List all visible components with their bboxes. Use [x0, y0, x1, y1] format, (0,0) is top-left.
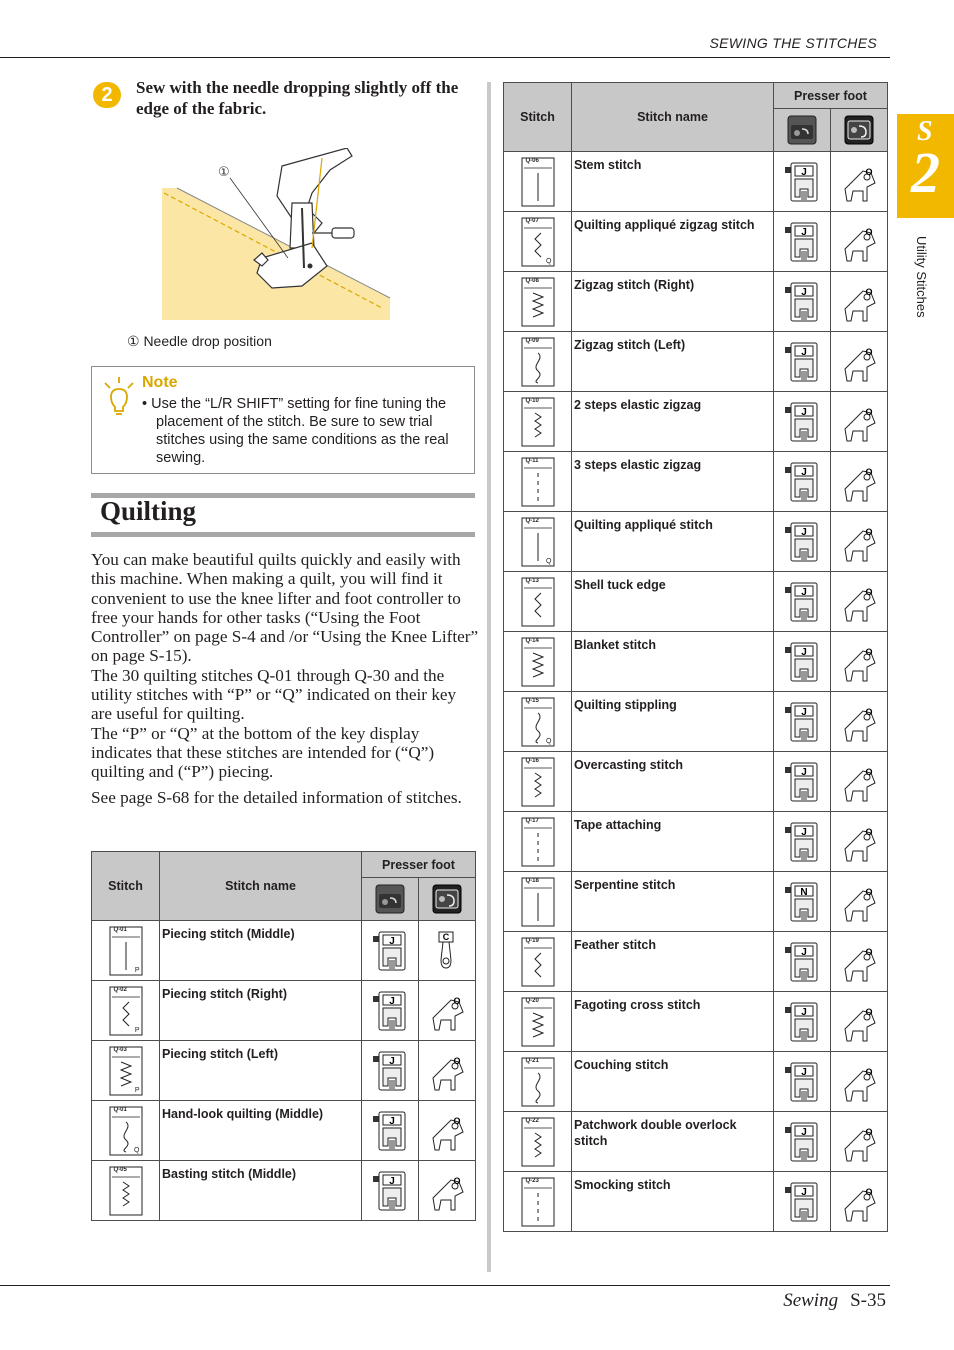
presser-foot-2-cell [419, 921, 476, 981]
foot-icon-header-2 [831, 109, 888, 152]
table-row [504, 932, 888, 992]
foot-letter: O [865, 286, 873, 297]
foot-letter: J [801, 526, 807, 538]
stitch-key-cell [504, 272, 572, 332]
stitch-key-icon [521, 997, 555, 1047]
foot-letter: O [865, 886, 873, 897]
stitch-key-icon [521, 337, 555, 387]
stitch-mark: P [134, 1026, 140, 1034]
table-row [504, 512, 888, 572]
stitch-key-cell [504, 1112, 572, 1172]
stitch-key-cell [504, 512, 572, 572]
presser-foot-o-icon [841, 461, 877, 503]
presser-foot-j-icon [784, 161, 820, 203]
stitch-mark: P [134, 966, 140, 974]
paragraph-2: The 30 quilting stitches Q-01 through Q-30 and the utility stitches with “P” or “Q” indicated on their key are useful for quilting. [91, 665, 457, 724]
stitch-code: Q-13 [525, 577, 539, 584]
table-row [504, 812, 888, 872]
presser-foot-o-icon [841, 881, 877, 923]
presser-foot-o-icon [841, 341, 877, 383]
stitch-code: Q-08 [525, 277, 539, 284]
presser-foot-1-cell [362, 1101, 419, 1161]
presser-foot-j-icon [784, 1001, 820, 1043]
note-bullet: • [142, 396, 148, 412]
foot-letter: O [865, 1006, 873, 1017]
presser-foot-1-cell [774, 992, 831, 1052]
foot-letter: O [865, 646, 873, 657]
presser-foot-o-icon [841, 161, 877, 203]
foot-letter: O [865, 706, 873, 717]
needle-drop-illustration [162, 148, 390, 320]
footer-rule [0, 1285, 890, 1286]
presser-foot-o-icon [841, 1061, 877, 1103]
foot-letter: O [865, 346, 873, 357]
foot-letter: J [801, 706, 807, 718]
stitch-mark: P [134, 1086, 140, 1094]
presser-foot-j-icon [784, 941, 820, 983]
stitch-code: Q-18 [525, 877, 539, 884]
note-bullet-text: Use the “L/R SHIFT” setting for fine tuning the placement of the stitch. Be sure to sew trial stitches using the same conditions as the real sewing. [151, 396, 449, 466]
foot-letter: N [800, 886, 808, 898]
stitch-name: Quilting stippling [572, 692, 774, 752]
stitch-name: Serpentine stitch [572, 872, 774, 932]
table-row [504, 692, 888, 752]
foot-letter: O [865, 226, 873, 237]
presser-foot-j-icon [372, 1170, 408, 1212]
section-title: Quilting [100, 496, 197, 526]
stitch-code: Q-09 [525, 337, 539, 344]
step-instruction: Sew with the needle dropping slightly off the edge of the fabric. [136, 78, 459, 118]
stitch-code: Q-22 [525, 1117, 539, 1124]
stitch-name: 2 steps elastic zigzag [572, 392, 774, 452]
table-row [92, 1101, 476, 1161]
foot-letter: O [453, 1055, 461, 1066]
table-row [504, 752, 888, 812]
foot-icon-header-1 [362, 878, 419, 921]
presser-foot-1-cell [362, 1161, 419, 1221]
stitch-name: Tape attaching [572, 812, 774, 872]
header-presser-foot: Presser foot [774, 83, 888, 109]
foot-letter: O [865, 1066, 873, 1077]
presser-foot-j-icon [784, 1121, 820, 1163]
foot-letter: J [801, 406, 807, 418]
table-row [92, 921, 476, 981]
note-box [91, 366, 475, 474]
stitch-key-cell [504, 572, 572, 632]
foot-icon-header-2 [419, 878, 476, 921]
stitch-code: Q-05 [113, 1166, 127, 1173]
presser-foot-1-cell [774, 272, 831, 332]
stitch-name: Overcasting stitch [572, 752, 774, 812]
foot-letter: J [389, 1115, 395, 1127]
stitch-key-icon [521, 157, 555, 207]
presser-foot-1-cell [774, 452, 831, 512]
stitch-code: Q-02 [113, 986, 127, 993]
presser-foot-2-cell [419, 1041, 476, 1101]
presser-foot-o-icon [841, 521, 877, 563]
presser-foot-o-icon [841, 821, 877, 863]
presser-foot-o-icon [429, 990, 465, 1032]
foot-letter: O [453, 995, 461, 1006]
stitch-key-icon [521, 817, 555, 867]
stitch-key-cell [504, 452, 572, 512]
presser-foot-2-cell [831, 932, 888, 992]
stitch-key-icon [521, 637, 555, 687]
foot-letter: O [865, 1126, 873, 1137]
stitch-table-right [503, 82, 888, 1232]
presser-foot-o-icon [841, 581, 877, 623]
stitch-key-icon [521, 277, 555, 327]
paragraph-4: See page S-68 for the detailed information of stitches. [91, 787, 462, 807]
table-row [504, 152, 888, 212]
table-row [504, 212, 888, 272]
stitch-key-cell [504, 812, 572, 872]
presser-foot-j-icon [372, 1050, 408, 1092]
foot-letter: J [389, 935, 395, 947]
table-row [92, 1161, 476, 1221]
presser-foot-2-cell [831, 752, 888, 812]
stitch-code: Q-01 [113, 1106, 127, 1113]
foot-letter: J [801, 1066, 807, 1078]
foot-letter: J [801, 1126, 807, 1138]
table-row [504, 992, 888, 1052]
presser-foot-o-icon [841, 1121, 877, 1163]
presser-foot-2-cell [831, 872, 888, 932]
stitch-code: Q-19 [525, 937, 539, 944]
presser-foot-o-icon [841, 1001, 877, 1043]
stitch-key-cell [504, 1052, 572, 1112]
stitch-name: Smocking stitch [572, 1172, 774, 1232]
foot-letter: J [389, 1175, 395, 1187]
stitch-key-cell [504, 932, 572, 992]
stitch-name: Shell tuck edge [572, 572, 774, 632]
presser-foot-1-cell [774, 872, 831, 932]
presser-foot-o-icon [429, 1050, 465, 1092]
stitch-key-icon [521, 937, 555, 987]
walking-foot-machine-icon [844, 115, 874, 145]
paragraph-3: The “P” or “Q” at the bottom of the key display indicates that these stitches are intended for (“Q”) quilting and (“P”) piecing. [91, 723, 435, 782]
stitch-key-cell [504, 212, 572, 272]
presser-foot-2-cell [831, 332, 888, 392]
foot-letter: J [801, 346, 807, 358]
presser-foot-1-cell [362, 1041, 419, 1101]
presser-foot-1-cell [774, 212, 831, 272]
foot-letter: O [865, 766, 873, 777]
chapter-number: 2 [911, 140, 940, 205]
callout-marker: ① [218, 165, 230, 180]
footer-section: Sewing [783, 1290, 839, 1311]
foot-letter: O [865, 466, 873, 477]
presser-foot-o-icon [429, 1110, 465, 1152]
presser-foot-o-icon [841, 641, 877, 683]
presser-foot-j-icon [784, 221, 820, 263]
stitch-key-icon [521, 397, 555, 447]
presser-foot-1-cell [774, 752, 831, 812]
presser-foot-o-icon [841, 221, 877, 263]
stitch-key-icon [109, 1166, 143, 1216]
header-rule [0, 57, 890, 58]
stitch-key-cell [92, 1041, 160, 1101]
stitch-key-cell [504, 152, 572, 212]
stitch-name: Patchwork double overlock stitch [572, 1112, 774, 1172]
foot-letter: O [453, 1115, 461, 1126]
stitch-key-icon [521, 1117, 555, 1167]
table-row [504, 452, 888, 512]
presser-foot-o-icon [841, 401, 877, 443]
stitch-key-cell [504, 332, 572, 392]
presser-foot-1-cell [362, 921, 419, 981]
stitch-code: Q-07 [525, 217, 539, 224]
presser-foot-j-icon [372, 930, 408, 972]
presser-foot-c-icon [429, 930, 465, 972]
stitch-name: Feather stitch [572, 932, 774, 992]
presser-foot-2-cell [831, 392, 888, 452]
header-presser-foot: Presser foot [362, 852, 476, 878]
foot-letter: J [801, 826, 807, 838]
stitch-code: Q-01 [113, 926, 127, 933]
stitch-name: Zigzag stitch (Left) [572, 332, 774, 392]
step-number-badge: 2 [93, 82, 121, 108]
presser-foot-1-cell [774, 392, 831, 452]
page-number: S-35 [850, 1290, 886, 1311]
presser-foot-1-cell [774, 1112, 831, 1172]
presser-foot-2-cell [831, 512, 888, 572]
stitch-name: Couching stitch [572, 1052, 774, 1112]
foot-letter: O [453, 1175, 461, 1186]
foot-letter: O [865, 1186, 873, 1197]
stitch-name: Hand-look quilting (Middle) [160, 1101, 362, 1161]
note-text [142, 395, 468, 467]
presser-foot-o-icon [841, 281, 877, 323]
presser-foot-2-cell [419, 1101, 476, 1161]
chapter-letter: S [917, 116, 933, 147]
stitch-mark: Q [546, 257, 552, 265]
foot-letter: O [865, 946, 873, 957]
header-stitch-name: Stitch name [160, 852, 362, 921]
table-row [504, 872, 888, 932]
presser-foot-o-icon [841, 701, 877, 743]
section-body [91, 550, 481, 807]
presser-foot-1-cell [774, 152, 831, 212]
header-stitch: Stitch [504, 83, 572, 152]
table-row [504, 1112, 888, 1172]
stitch-name: Piecing stitch (Right) [160, 981, 362, 1041]
stitch-name: Fagoting cross stitch [572, 992, 774, 1052]
foot-letter: C [442, 931, 450, 942]
stitch-key-cell [504, 392, 572, 452]
table-row [504, 332, 888, 392]
straight-foot-machine-icon [375, 884, 405, 914]
stitch-table-left [91, 851, 476, 1221]
presser-foot-2-cell [831, 212, 888, 272]
stitch-key-cell [504, 1172, 572, 1232]
stitch-name: Basting stitch (Middle) [160, 1161, 362, 1221]
presser-foot-j-icon [784, 401, 820, 443]
stitch-name: Piecing stitch (Left) [160, 1041, 362, 1101]
stitch-key-icon [521, 877, 555, 927]
stitch-code: Q-17 [525, 817, 539, 824]
presser-foot-n-icon [784, 881, 820, 923]
stitch-key-cell [504, 752, 572, 812]
presser-foot-j-icon [784, 341, 820, 383]
stitch-code: Q-20 [525, 997, 539, 1004]
foot-letter: J [801, 1186, 807, 1198]
presser-foot-2-cell [831, 152, 888, 212]
stitch-name: 3 steps elastic zigzag [572, 452, 774, 512]
table-row [92, 981, 476, 1041]
foot-letter: O [865, 826, 873, 837]
stitch-key-cell [504, 992, 572, 1052]
presser-foot-o-icon [841, 941, 877, 983]
stitch-key-cell [504, 632, 572, 692]
presser-foot-j-icon [784, 281, 820, 323]
presser-foot-1-cell [774, 632, 831, 692]
stitch-code: Q-11 [525, 457, 539, 464]
presser-foot-j-icon [784, 581, 820, 623]
header-stitch-name: Stitch name [572, 83, 774, 152]
stitch-key-cell [92, 1161, 160, 1221]
presser-foot-j-icon [784, 701, 820, 743]
presser-foot-1-cell [774, 692, 831, 752]
stitch-code: Q-15 [525, 697, 539, 704]
chapter-label: Utility Stitches [914, 236, 929, 318]
foot-icon-header-1 [774, 109, 831, 152]
stitch-code: Q-06 [525, 157, 539, 164]
stitch-key-cell [92, 1101, 160, 1161]
table-row [92, 1041, 476, 1101]
stitch-name: Stem stitch [572, 152, 774, 212]
presser-foot-1-cell [774, 332, 831, 392]
presser-foot-2-cell [831, 692, 888, 752]
stitch-key-icon [521, 757, 555, 807]
presser-foot-o-icon [429, 1170, 465, 1212]
foot-letter: J [801, 286, 807, 298]
table-row [504, 392, 888, 452]
foot-letter: O [865, 406, 873, 417]
table-row [504, 1052, 888, 1112]
stitch-code: Q-03 [113, 1046, 127, 1053]
stitch-name: Zigzag stitch (Right) [572, 272, 774, 332]
page-footer [783, 1290, 886, 1312]
stitch-key-cell [92, 921, 160, 981]
presser-foot-o-icon [841, 1181, 877, 1223]
straight-foot-machine-icon [787, 115, 817, 145]
section-rule-bottom [91, 532, 475, 537]
presser-foot-2-cell [419, 981, 476, 1041]
foot-letter: J [801, 946, 807, 958]
column-divider [487, 82, 491, 1272]
foot-letter: J [801, 1006, 807, 1018]
presser-foot-j-icon [784, 821, 820, 863]
presser-foot-j-icon [784, 641, 820, 683]
header-stitch: Stitch [92, 852, 160, 921]
presser-foot-2-cell [831, 632, 888, 692]
paragraph-1: You can make beautiful quilts quickly and easily with this machine. When making a quilt, you will find it convenient to use the knee lifter and foot controller to free your hands for other tasks (“Using the Foot Controller” on page S-4 and /or “Using the Knee Lifter” on page S-15). [91, 550, 479, 666]
lightbulb-icon [102, 377, 136, 419]
presser-foot-j-icon [784, 521, 820, 563]
presser-foot-1-cell [774, 812, 831, 872]
foot-letter: J [801, 586, 807, 598]
presser-foot-2-cell [831, 1112, 888, 1172]
presser-foot-j-icon [784, 1061, 820, 1103]
table-row [504, 272, 888, 332]
presser-foot-1-cell [774, 932, 831, 992]
stitch-mark: Q [546, 557, 552, 565]
presser-foot-2-cell [831, 272, 888, 332]
stitch-key-cell [504, 872, 572, 932]
presser-foot-o-icon [841, 761, 877, 803]
foot-letter: J [801, 646, 807, 658]
stitch-mark: Q [546, 737, 552, 745]
stitch-key-icon [521, 1177, 555, 1227]
foot-letter: J [389, 995, 395, 1007]
stitch-key-icon [521, 457, 555, 507]
stitch-code: Q-14 [525, 637, 539, 644]
stitch-name: Quilting appliqué zigzag stitch [572, 212, 774, 272]
presser-foot-1-cell [362, 981, 419, 1041]
presser-foot-1-cell [774, 512, 831, 572]
presser-foot-2-cell [831, 1052, 888, 1112]
presser-foot-j-icon [372, 1110, 408, 1152]
foot-letter: J [801, 466, 807, 478]
foot-letter: O [865, 586, 873, 597]
stitch-key-cell [92, 981, 160, 1041]
stitch-name: Blanket stitch [572, 632, 774, 692]
stitch-code: Q-16 [525, 757, 539, 764]
presser-foot-2-cell [419, 1161, 476, 1221]
chapter-tab [897, 114, 954, 218]
stitch-key-cell [504, 692, 572, 752]
note-title: Note [142, 374, 178, 391]
presser-foot-2-cell [831, 452, 888, 512]
presser-foot-j-icon [784, 1181, 820, 1223]
stitch-name: Quilting appliqué stitch [572, 512, 774, 572]
presser-foot-2-cell [831, 812, 888, 872]
presser-foot-1-cell [774, 1052, 831, 1112]
presser-foot-1-cell [774, 572, 831, 632]
foot-letter: J [801, 226, 807, 238]
running-title: SEWING THE STITCHES [709, 35, 877, 51]
table-row [504, 572, 888, 632]
table-row [504, 632, 888, 692]
stitch-key-icon [521, 1057, 555, 1107]
table-row [504, 1172, 888, 1232]
foot-letter: J [801, 766, 807, 778]
presser-foot-2-cell [831, 572, 888, 632]
presser-foot-j-icon [784, 461, 820, 503]
foot-letter: J [801, 166, 807, 178]
stitch-mark: Q [134, 1146, 140, 1154]
foot-letter: O [865, 526, 873, 537]
presser-foot-2-cell [831, 992, 888, 1052]
illustration-caption: ① Needle drop position [127, 333, 272, 349]
presser-foot-j-icon [372, 990, 408, 1032]
presser-foot-j-icon [784, 761, 820, 803]
presser-foot-1-cell [774, 1172, 831, 1232]
stitch-code: Q-23 [525, 1177, 539, 1184]
foot-letter: O [865, 166, 873, 177]
stitch-name: Piecing stitch (Middle) [160, 921, 362, 981]
walking-foot-machine-icon [432, 884, 462, 914]
stitch-code: Q-10 [525, 397, 539, 404]
stitch-code: Q-12 [525, 517, 539, 524]
stitch-code: Q-21 [525, 1057, 539, 1064]
presser-foot-2-cell [831, 1172, 888, 1232]
foot-letter: J [389, 1055, 395, 1067]
stitch-key-icon [521, 577, 555, 627]
